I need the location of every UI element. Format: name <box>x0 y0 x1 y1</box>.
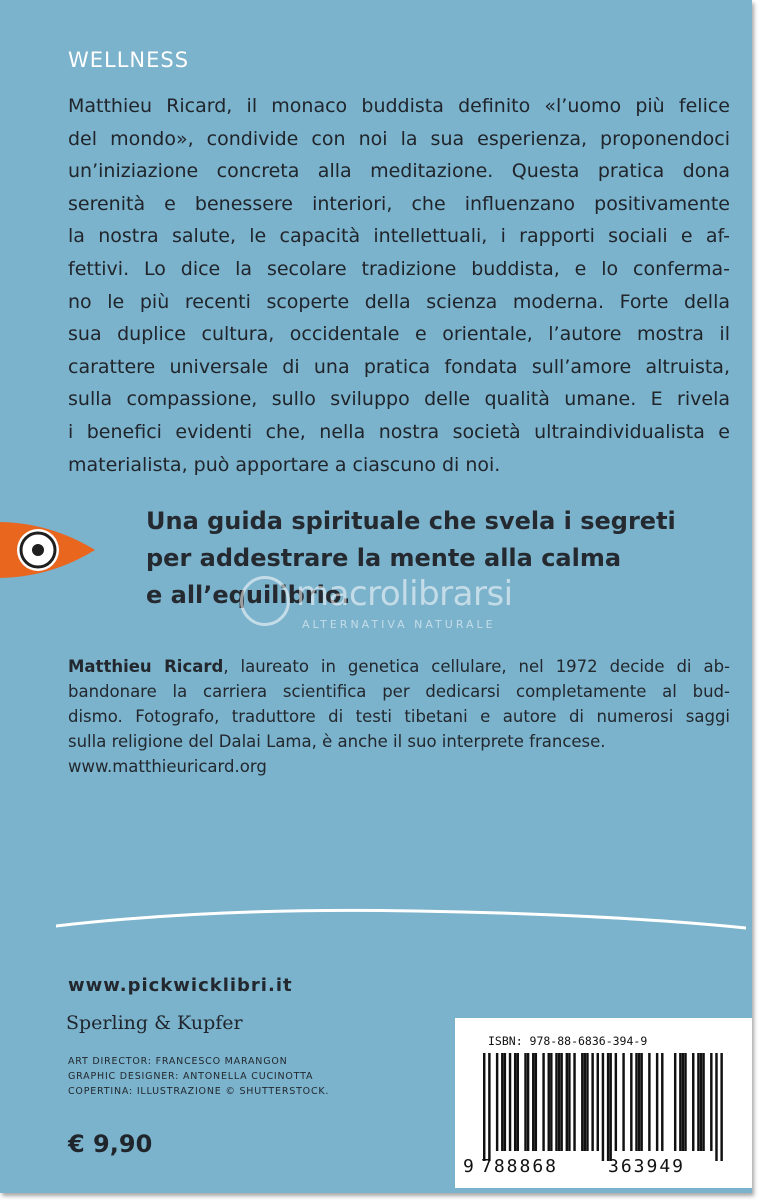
barcode-bar <box>514 1053 516 1151</box>
description-line: un’iniziazione concreta alla meditazione. Questa pratica dona <box>68 160 730 183</box>
author-website: www.matthieuricard.org <box>68 757 267 776</box>
price: € 9,90 <box>68 1130 153 1158</box>
barcode-bar <box>517 1053 519 1151</box>
watermark-tagline: ALTERNATIVA NATURALE <box>302 618 496 631</box>
watermark <box>240 572 540 642</box>
barcode-bar <box>638 1053 640 1151</box>
credit-line: ART DIRECTOR: FRANCESCO MARANGON <box>68 1056 288 1067</box>
wave-divider <box>56 906 746 930</box>
publisher-logo: Sperling & Kupfer <box>66 1012 243 1034</box>
description-text <box>68 90 730 481</box>
bio-line: bandonare la carriera scientifica per dedicarsi completamente al bud- <box>68 682 730 701</box>
barcode-bar <box>483 1053 485 1161</box>
barcode-bar <box>720 1053 722 1161</box>
barcode-bar <box>591 1053 593 1151</box>
description-line: sua duplice cultura, occidentale e orientale, l’autore mostra il <box>68 323 730 346</box>
barcode-bar <box>661 1053 663 1151</box>
bio-text: , laureato in genetica cellulare, nel 1972 decide di ab- <box>223 657 730 676</box>
category-label: WELLNESS <box>68 48 190 72</box>
barcode-bar <box>682 1053 684 1151</box>
barcode-bar <box>674 1053 676 1151</box>
barcode-bar <box>532 1053 534 1151</box>
barcode-bar <box>586 1053 588 1151</box>
barcode-bar <box>679 1053 681 1151</box>
barcode-bar <box>697 1053 699 1151</box>
barcode-bar <box>648 1053 650 1151</box>
barcode-bar <box>501 1053 503 1151</box>
barcode-bar <box>573 1053 575 1151</box>
barcode-bar <box>692 1053 694 1151</box>
barcode-bar <box>609 1053 611 1161</box>
barcode-bar <box>524 1053 526 1151</box>
description-line: fettivi. Lo dice la secolare tradizione buddista, e lo conferma- <box>68 257 730 280</box>
barcode-bar <box>602 1053 604 1161</box>
description-line: materialista, può apportare a ciascuno di noi. <box>68 453 501 476</box>
description-line: Matthieu Ricard, il monaco buddista definito «l’uomo più felice <box>68 95 730 117</box>
credit-line: COPERTINA: ILLUSTRAZIONE © SHUTTERSTOCK. <box>68 1086 330 1097</box>
barcode-bar <box>560 1053 562 1151</box>
barcode-bar <box>607 1053 609 1161</box>
barcode-bar <box>509 1053 511 1151</box>
barcode-bar <box>555 1053 557 1151</box>
description-line: i benefici evidenti che, nella nostra società ultraindividualista e <box>68 420 730 443</box>
description-line: la nostra salute, le capacità intellettuali, i rapporti sociali e af- <box>68 225 730 248</box>
barcode-bar <box>558 1053 560 1151</box>
barcode-bar <box>615 1053 617 1151</box>
quote-line: e all’equilibrio. <box>146 581 351 609</box>
credit-line: GRAPHIC DESIGNER: ANTONELLA CUCINOTTA <box>68 1071 314 1082</box>
barcode-bar <box>550 1053 552 1151</box>
barcode-bar <box>581 1053 583 1151</box>
watermark-logo-icon <box>240 576 290 626</box>
credits <box>68 1054 329 1099</box>
description-line: carattere universale di una pratica fondata sull’amore altruista, <box>68 355 730 378</box>
barcode-bar <box>584 1053 586 1151</box>
quote-line: per addestrare la mente alla calma <box>146 544 622 572</box>
barcode-bar <box>702 1053 704 1151</box>
description-line: serenità e benessere interiori, che influenzano positivamente <box>68 192 730 215</box>
barcode-bar <box>535 1053 537 1151</box>
barcode-bar <box>715 1053 717 1161</box>
barcode-bar <box>684 1053 686 1151</box>
barcode-bar <box>640 1053 642 1151</box>
barcode-bar <box>488 1053 490 1161</box>
barcode-bar <box>656 1053 658 1151</box>
description-line: no le più recenti scoperte della scienza moderna. Forte della <box>68 290 730 313</box>
publisher-website: www.pickwicklibri.it <box>68 975 293 996</box>
barcode-bar <box>548 1053 550 1151</box>
bio-line <box>68 654 730 679</box>
bio-line: dismo. Fotografo, traduttore di testi tibetani e autore di numerosi saggi <box>68 707 730 726</box>
barcode-bar <box>566 1053 568 1151</box>
watermark-name: macrolibrarsi <box>296 574 513 614</box>
barcode-bar <box>597 1053 599 1151</box>
isbn-label: ISBN: 978-88-6836-394-9 <box>488 1034 648 1048</box>
quote-line: Una guida spirituale che svela i segreti <box>146 507 676 535</box>
barcode-digits-right: 363949 <box>608 1156 686 1177</box>
description-line: sulla compassione, sullo sviluppo delle qualità umane. E rivela <box>68 388 730 411</box>
description-line: del mondo», condivide con noi la sua esperienza, proponendoci <box>68 127 730 150</box>
barcode-digits-left: 788868 <box>481 1156 559 1177</box>
barcode-bar <box>700 1053 702 1151</box>
eye-icon <box>0 518 98 582</box>
barcode-bar <box>568 1053 570 1151</box>
barcode-panel <box>455 1018 752 1188</box>
barcode-bar <box>710 1053 712 1151</box>
barcode-bar <box>504 1053 506 1151</box>
author-name: Matthieu Ricard <box>68 657 224 676</box>
barcode-image <box>473 1053 733 1161</box>
barcode-digit-first: 9 <box>463 1156 474 1177</box>
barcode-bar <box>542 1053 544 1151</box>
bio-line: sulla religione del Dalai Lama, è anche il suo interprete francese. <box>68 732 606 751</box>
barcode-bar <box>630 1053 632 1151</box>
author-bio <box>68 654 730 779</box>
barcode-bar <box>527 1053 529 1151</box>
barcode-bar <box>635 1053 637 1151</box>
barcode-bar <box>496 1053 498 1151</box>
barcode-bar <box>622 1053 624 1151</box>
